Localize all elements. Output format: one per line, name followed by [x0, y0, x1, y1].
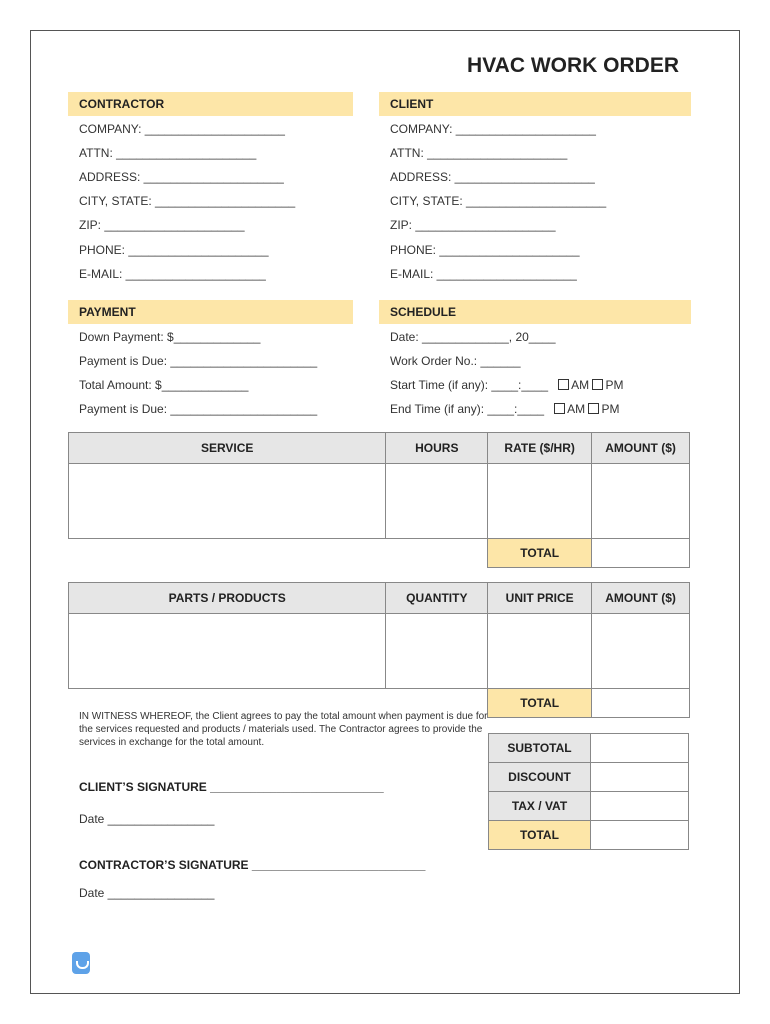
hours-header: HOURS: [386, 433, 488, 464]
parts-header: PARTS / PRODUCTS: [69, 583, 386, 614]
unit-price-header: UNIT PRICE: [488, 583, 592, 614]
contractor-email-field[interactable]: E-MAIL: _____________________: [79, 267, 266, 281]
witness-paragraph: IN WITNESS WHEREOF, the Client agrees to pay the total amount when payment is due for the services requested and products / materials used. The Contractor agrees to provide the services in exchange for the total amount.: [79, 711, 488, 748]
subtotal-label: SUBTOTAL: [489, 734, 591, 763]
end-time-row: [390, 402, 619, 416]
payment-due-field-1[interactable]: Payment is Due: ______________________: [79, 354, 318, 368]
contractor-zip-field[interactable]: ZIP: _____________________: [79, 218, 245, 232]
work-order-number-field[interactable]: Work Order No.: ______: [390, 354, 521, 368]
parts-cell[interactable]: [69, 614, 386, 689]
service-total-label: TOTAL: [488, 539, 592, 568]
client-company-field[interactable]: COMPANY: _____________________: [390, 122, 596, 136]
service-amount-header: AMOUNT ($): [592, 433, 690, 464]
client-phone-field[interactable]: PHONE: _____________________: [390, 243, 580, 257]
contractor-city-state-field[interactable]: CITY, STATE: _____________________: [79, 194, 296, 208]
contractor-header: CONTRACTOR: [68, 92, 353, 116]
start-time-row: [390, 378, 623, 392]
client-signature-field[interactable]: CLIENT’S SIGNATURE __________________________: [79, 780, 384, 794]
grand-total-label: TOTAL: [489, 821, 591, 850]
unit-price-cell[interactable]: [488, 614, 592, 689]
contractor-date-field[interactable]: Date ________________: [79, 886, 215, 900]
end-am-checkbox-icon[interactable]: [554, 403, 565, 414]
end-am-label: AM: [567, 402, 586, 416]
service-cell[interactable]: [69, 464, 386, 539]
client-email-field[interactable]: E-MAIL: _____________________: [390, 267, 577, 281]
schedule-date-field[interactable]: Date: _____________, 20____: [390, 330, 556, 344]
parts-amount-header: AMOUNT ($): [592, 583, 690, 614]
contractor-company-field[interactable]: COMPANY: _____________________: [79, 122, 285, 136]
tax-vat-label: TAX / VAT: [489, 792, 591, 821]
end-time-field[interactable]: End Time (if any): ____:____: [390, 402, 545, 416]
client-attn-field[interactable]: ATTN: _____________________: [390, 146, 568, 160]
payment-due-field-2[interactable]: Payment is Due: ______________________: [79, 402, 318, 416]
parts-total-label: TOTAL: [488, 689, 592, 718]
start-am-checkbox-icon[interactable]: [558, 379, 569, 390]
quantity-header: QUANTITY: [386, 583, 488, 614]
end-pm-label: PM: [601, 402, 620, 416]
start-time-field[interactable]: Start Time (if any): ____:____: [390, 378, 549, 392]
hours-cell[interactable]: [386, 464, 488, 539]
rate-cell[interactable]: [488, 464, 592, 539]
grand-total-cell[interactable]: [591, 821, 689, 850]
service-table: [68, 432, 690, 568]
document-logo-icon: [72, 952, 90, 974]
parts-table: [68, 582, 690, 718]
start-pm-checkbox-icon[interactable]: [592, 379, 603, 390]
start-am-label: AM: [571, 378, 590, 392]
service-total-cell[interactable]: [592, 539, 690, 568]
client-date-field[interactable]: Date ________________: [79, 812, 215, 826]
document-title: HVAC WORK ORDER: [467, 54, 679, 77]
rate-header: RATE ($/HR): [488, 433, 592, 464]
contractor-phone-field[interactable]: PHONE: _____________________: [79, 243, 269, 257]
summary-table: [488, 733, 689, 850]
client-address-field[interactable]: ADDRESS: _____________________: [390, 170, 595, 184]
discount-cell[interactable]: [591, 763, 689, 792]
client-city-state-field[interactable]: CITY, STATE: _____________________: [390, 194, 607, 208]
client-zip-field[interactable]: ZIP: _____________________: [390, 218, 556, 232]
contractor-attn-field[interactable]: ATTN: _____________________: [79, 146, 257, 160]
total-amount-field[interactable]: Total Amount: $_____________: [79, 378, 249, 392]
client-header: CLIENT: [379, 92, 691, 116]
discount-label: DISCOUNT: [489, 763, 591, 792]
parts-amount-cell[interactable]: [592, 614, 690, 689]
service-header: SERVICE: [69, 433, 386, 464]
subtotal-cell[interactable]: [591, 734, 689, 763]
contractor-signature-field[interactable]: CONTRACTOR’S SIGNATURE __________________________: [79, 858, 426, 872]
down-payment-field[interactable]: Down Payment: $_____________: [79, 330, 261, 344]
contractor-address-field[interactable]: ADDRESS: _____________________: [79, 170, 284, 184]
quantity-cell[interactable]: [386, 614, 488, 689]
tax-vat-cell[interactable]: [591, 792, 689, 821]
service-amount-cell[interactable]: [592, 464, 690, 539]
end-pm-checkbox-icon[interactable]: [588, 403, 599, 414]
schedule-header: SCHEDULE: [379, 300, 691, 324]
parts-total-cell[interactable]: [592, 689, 690, 718]
start-pm-label: PM: [605, 378, 624, 392]
payment-header: PAYMENT: [68, 300, 353, 324]
